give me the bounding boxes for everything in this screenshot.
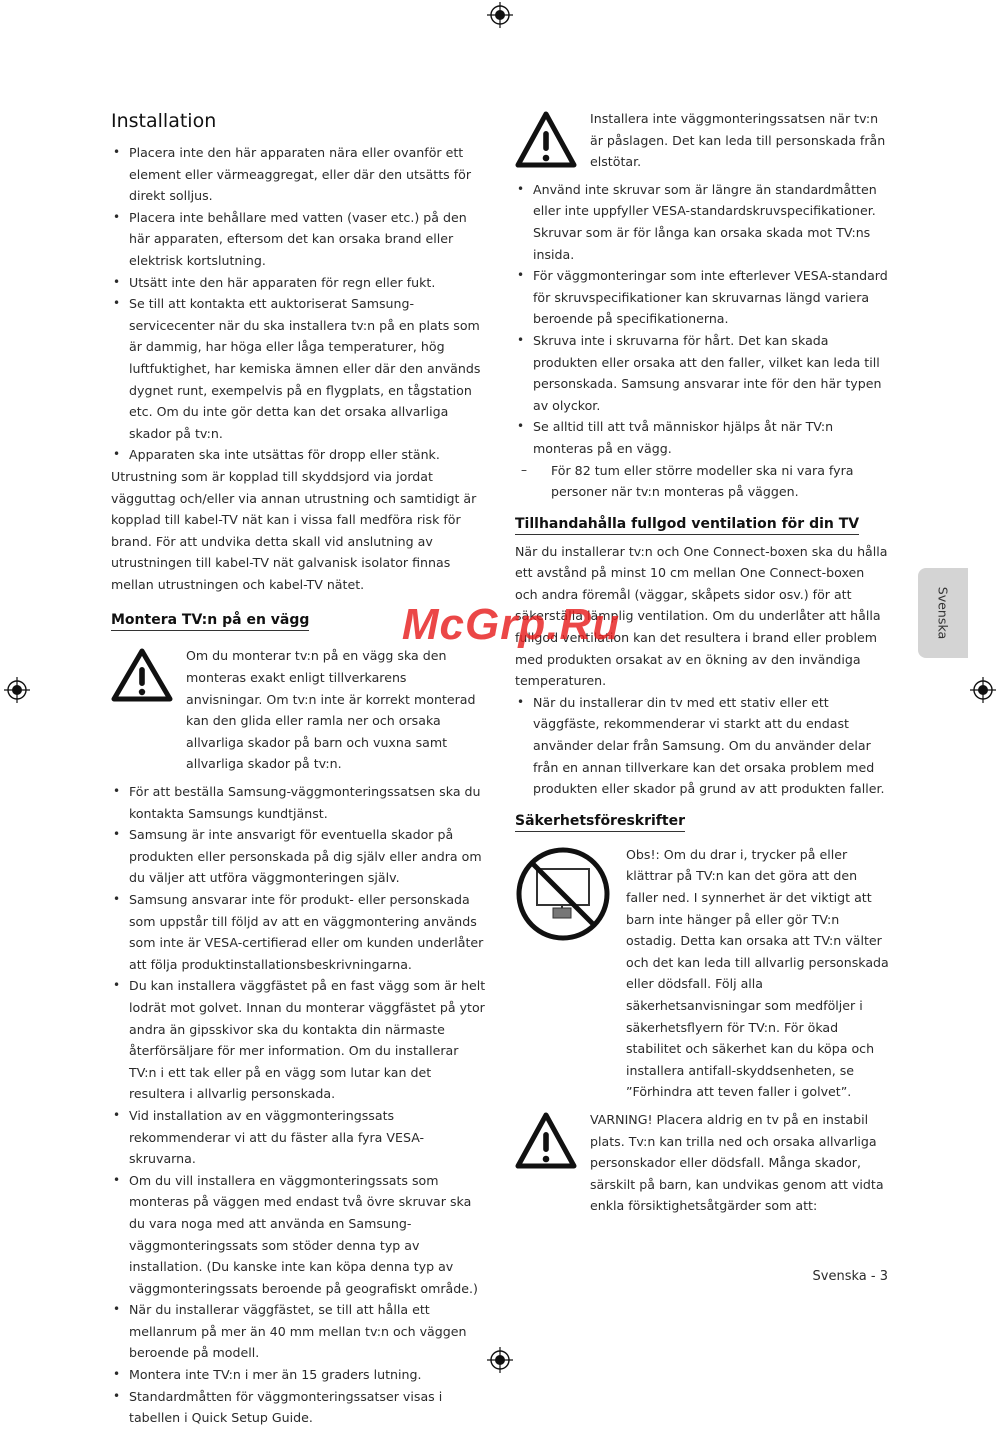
no-climbing-tv-icon <box>515 844 626 944</box>
dash-note-list <box>515 460 890 503</box>
list-item: • Se alltid till att två människor hjälps åt när TV:n monteras på en vägg. <box>515 416 890 459</box>
list-item: • Samsung är inte ansvarigt för eventuella skador på produkten eller personskada på dig själv eller andra om du väljer att utföra väggmonteringen själv. <box>111 824 486 889</box>
list-item: • Apparaten ska inte utsättas för dropp eller stänk. <box>111 444 486 466</box>
safety-heading: Säkerhetsföreskrifter <box>515 812 685 832</box>
warning-triangle-icon <box>515 1109 590 1171</box>
list-item: • Skruva inte i skruvarna för hårt. Det kan skada produkten eller orsaka att den faller, vilket kan leda till personskada. Samsung ansvarar inte för den här typen av olyckor. <box>515 330 890 416</box>
list-item: • Utsätt inte den här apparaten för regn eller fukt. <box>111 272 486 294</box>
warning-triangle-icon <box>111 645 186 703</box>
list-item: • Vid installation av en väggmonteringssats rekommenderar vi att du fäster alla fyra VESA-skruvarna. <box>111 1105 486 1170</box>
language-side-tab <box>918 568 968 658</box>
screw-bullet-list <box>515 179 890 460</box>
dash-note: – För 82 tum eller större modeller ska ni vara fyra personer när tv:n monteras på väggen. <box>515 460 890 503</box>
warning-text: Installera inte väggmonteringssatsen när tv:n är påslagen. Det kan leda till personskada från elstötar. <box>590 111 886 170</box>
list-item: • När du installerar väggfästet, se till att hålla ett mellanrum på mer än 40 mm mellan tv:n och väggen beroende på modell. <box>111 1299 486 1364</box>
section-title: Installation <box>111 110 217 132</box>
warning-text <box>590 1109 890 1217</box>
warning-body: ! Placera aldrig en tv på en instabil plats. Tv:n kan trilla ned och orsaka allvarliga personskador eller dödsfall. Många skador, särskilt på barn, kan undvikas genom att vidta enkla försiktighetsåtgärder som att: <box>590 1111 884 1214</box>
list-item: • För väggmonteringar som inte efterlever VESA-standard för skruvspecifikationer kan skruvarnas längd variera beroende på specifikationerna. <box>515 265 890 330</box>
list-item: • Samsung ansvarar inte för produkt- eller personskada som uppstår till följd av att en väggmontering används som inte är VESA-certifierad eller om kunden underlåter att följa produktinstallationsbeskrivningarna. <box>111 889 486 975</box>
watermark: McGrp.Ru <box>401 600 621 649</box>
registration-mark-icon <box>487 1347 513 1373</box>
warning-label: VARNING <box>590 1111 648 1127</box>
page-number: Svenska - 3 <box>812 1269 888 1284</box>
list-item: • Placera inte behållare med vatten (vaser etc.) på den här apparaten, eftersom det kan orsaka brand eller elektrisk kortslutning. <box>111 207 486 272</box>
stability-warning <box>515 1109 890 1217</box>
wall-mount-bullet-list <box>111 781 486 1429</box>
right-column <box>515 108 890 1223</box>
side-tab-label: Svenska <box>935 586 951 640</box>
list-item: • Om du vill installera en väggmonteringssats som monteras på väggen med endast två övre skruvar ska du vara noga med att använda en Samsung-väggmonteringssats som stöder denna typ av installation. (Du kanske inte kan köpa denna typ av väggmonteringssats beroende på geografiskt område.) <box>111 1170 486 1300</box>
ventilation-bullet-list <box>515 692 890 800</box>
obs-label: Obs! <box>626 846 656 862</box>
list-item: • Du kan installera väggfästet på en fast vägg som är helt lodrät mot golvet. Innan du monterar väggfästet på ytor andra än gipsskivor ska du kontakta din närmaste återförsäljare för mer information. Om du installerar TV:n i ett tak eller på en vägg som lutar kan det resultera i allvarlig personskada. <box>111 975 486 1105</box>
obs-notice <box>515 844 890 1103</box>
list-item: • Se till att kontakta ett auktoriserat Samsung-servicecenter när du ska installera tv:n på en plats som är dammig, har höga eller låga temperaturer, hög luftfuktighet, har kemiska ämnen eller där den används dygnet runt, exempelvis på en flygplats, en tågstation etc. Om du inte gör detta kan det orsaka allvarliga skador på tv:n. <box>111 293 486 444</box>
ventilation-heading: Tillhandahålla fullgod ventilation för din TV <box>515 515 859 535</box>
obs-body: : Om du drar i, trycker på eller klättrar på TV:n kan det göra att den faller ned. I synnerhet är det viktigt att barn inte hänger på eller gör TV:n ostadig. Detta kan orsaka att TV:n välter och det kan leda till allvarlig personskada eller dödsfall. Följ alla säkerhetsanvisningar som medföljer i säkerhetsflyern för TV:n. För ökad stabilitet och säkerhet kan du köpa och installera antifall-skyddsenheten, se ”Förhindra att teven faller i golvet”. <box>626 846 889 1100</box>
obs-text <box>626 844 890 1103</box>
list-item: • För att beställa Samsung-väggmonteringssatsen ska du kontakta Samsungs kundtjänst. <box>111 781 486 824</box>
registration-mark-icon <box>487 2 513 28</box>
registration-mark-icon <box>4 677 30 703</box>
list-item: • När du installerar din tv med ett stativ eller ett väggfäste, rekommenderar vi starkt att du endast använder delar från Samsung. Om du använder delar från en annan tillverkare kan det orsaka problem med produkten eller skador på grund av att produkten faller. <box>515 692 890 800</box>
list-item: • Standardmåtten för väggmonteringssatser visas i tabellen i Quick Setup Guide. <box>111 1386 486 1429</box>
list-item: • Placera inte den här apparaten nära eller ovanför ett element eller värmeaggregat, eller där den utsätts för direkt solljus. <box>111 142 486 207</box>
wall-mount-warning <box>111 645 486 775</box>
installation-bullet-list <box>111 142 486 466</box>
left-column <box>111 108 486 1429</box>
electric-shock-warning <box>515 108 890 173</box>
warning-triangle-icon <box>515 108 590 170</box>
ventilation-paragraph: När du installerar tv:n och One Connect-boxen ska du hålla ett avstånd på minst 10 cm mellan One Connect-boxen och andra föremål (väggar, skåpets sidor osv.) för att säkerställa lämplig ventilation. Om du underlåter att hålla fullgod ventilation kan det resultera i brand eller problem med produkten orsakat av en ökning av den invändiga temperaturen. <box>515 543 888 689</box>
warning-text: Om du monterar tv:n på en vägg ska den monteras exakt enligt tillverkarens anvisningar. Om tv:n inte är korrekt monterad kan den glida eller ramla ner och orsaka allvarliga skador på barn och vuxna samt allvarliga skador på tv:n. <box>186 648 476 772</box>
wall-mount-heading: Montera TV:n på en vägg <box>111 611 309 631</box>
list-item: • Montera inte TV:n i mer än 15 graders lutning. <box>111 1364 486 1386</box>
grounding-paragraph: Utrustning som är kopplad till skyddsjord via jordat vägguttag och/eller via annan utrustning och samtidigt är kopplad till kabel-TV nät kan i vissa fall medföra risk för brand. För att undvika detta skall vid anslutning av utrustningen till kabel-TV nät galvanisk isolator finnas mellan utrustningen och kabel-TV nätet. <box>111 468 477 592</box>
list-item: • Använd inte skruvar som är längre än standardmåtten eller inte uppfyller VESA-standardskruvspecifikationer. Skruvar som är för långa kan orsaka skada mot TV:ns insida. <box>515 179 890 265</box>
registration-mark-icon <box>970 677 996 703</box>
